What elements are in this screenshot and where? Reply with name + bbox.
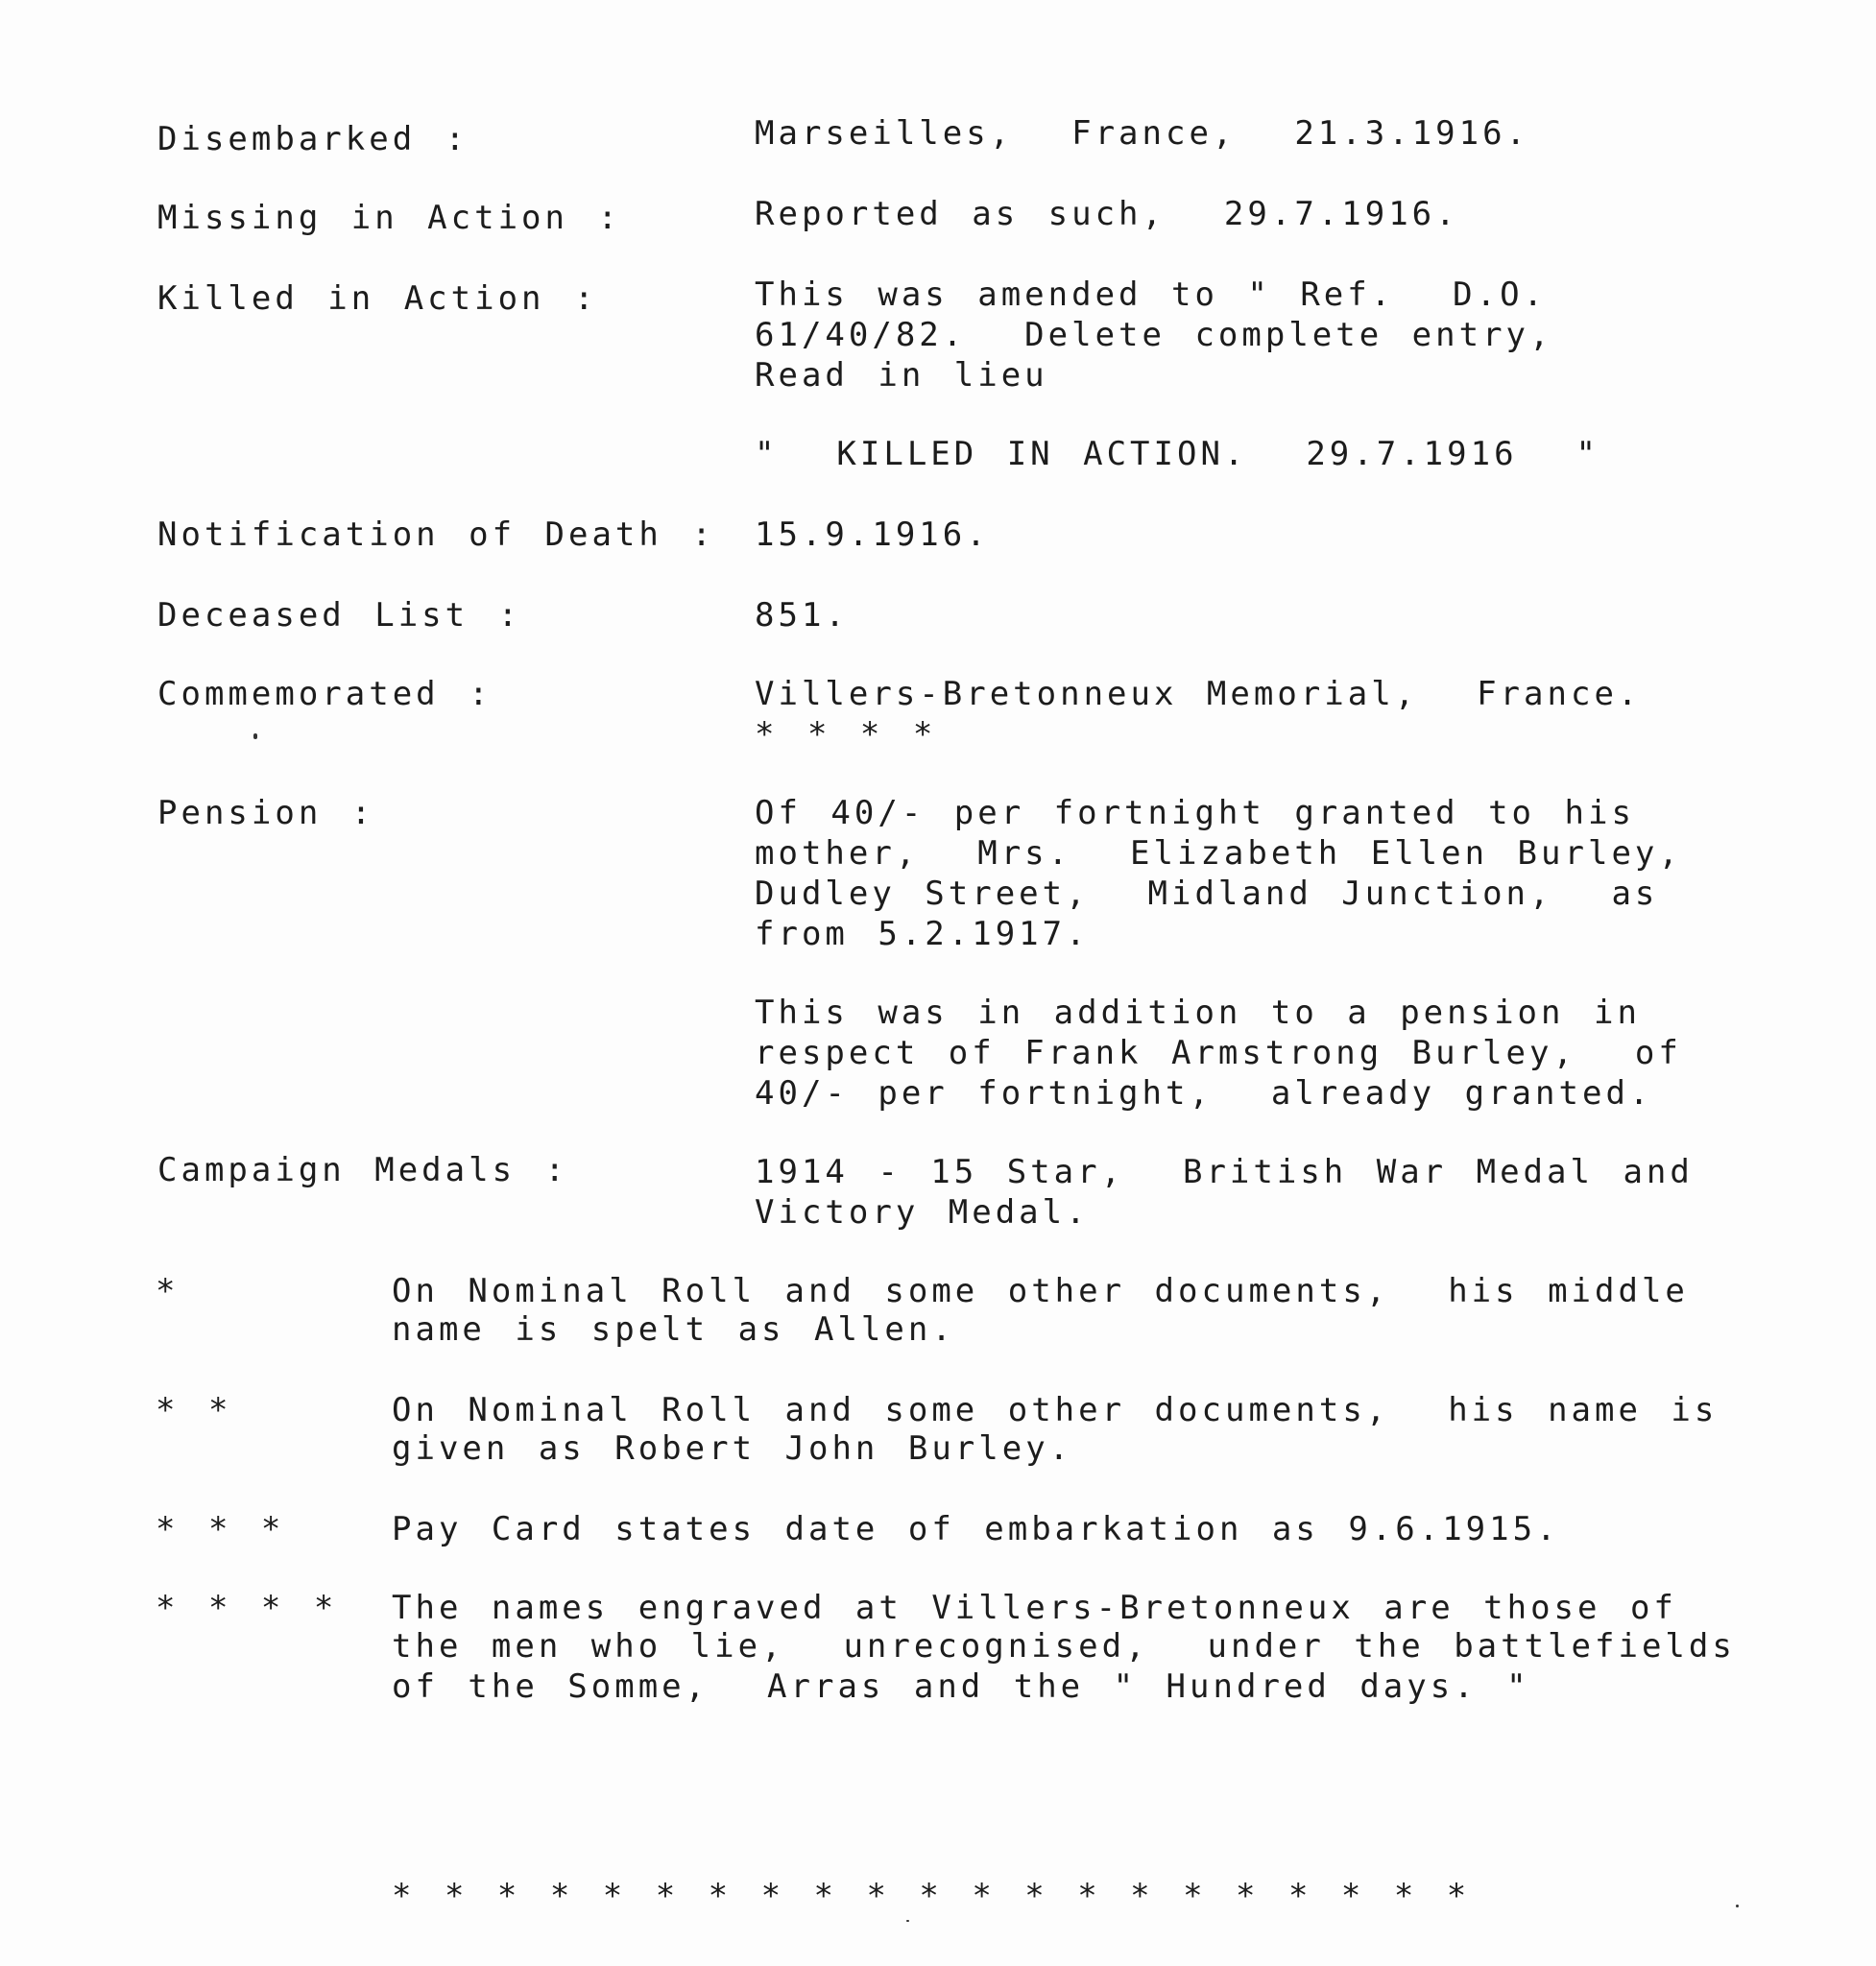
stray-mark bbox=[1736, 1905, 1739, 1907]
value-killed-in-action-line-1: This was amended to " Ref. D.O. bbox=[755, 276, 1548, 314]
value-notification-of-death: 15.9.1916. bbox=[755, 515, 990, 554]
stray-mark bbox=[906, 1920, 909, 1922]
footnote-mark-3: * * * bbox=[156, 1510, 285, 1548]
value-campaign-medals-line-1: 1914 - 15 Star, British War Medal and bbox=[755, 1153, 1694, 1191]
footnote-mark-4: * * * * bbox=[156, 1589, 338, 1627]
value-killed-in-action-line-3: Read in lieu bbox=[755, 356, 1048, 395]
value-pension-addition-line-3: 40/- per fortnight, already granted. bbox=[755, 1074, 1653, 1113]
value-pension-line-3: Dudley Street, Midland Junction, as bbox=[755, 875, 1659, 913]
value-deceased-list: 851. bbox=[755, 596, 849, 635]
value-killed-in-action-line-2: 61/40/82. Delete complete entry, bbox=[755, 316, 1553, 354]
value-missing-in-action: Reported as such, 29.7.1916. bbox=[755, 195, 1459, 233]
value-commemorated: Villers-Bretonneux Memorial, France. bbox=[755, 675, 1642, 713]
label-commemorated: Commemorated : bbox=[157, 675, 493, 713]
footnote-3-line-1: Pay Card states date of embarkation as 9.6.1915. bbox=[392, 1510, 1560, 1548]
value-pension-line-1: Of 40/- per fortnight granted to his bbox=[755, 794, 1635, 832]
label-pension: Pension : bbox=[157, 794, 375, 832]
value-disembarked: Marseilles, France, 21.3.1916. bbox=[755, 114, 1530, 153]
label-killed-in-action: Killed in Action : bbox=[157, 279, 598, 318]
end-asterisk-rule: * * * * * * * * * * * * * * * * * * * * * bbox=[392, 1877, 1471, 1915]
footnote-4-line-1: The names engraved at Villers-Bretonneux are those of bbox=[392, 1589, 1677, 1627]
footnote-1-line-1: On Nominal Roll and some other documents, his middle bbox=[392, 1272, 1689, 1310]
label-notification-of-death: Notification of Death : bbox=[157, 515, 715, 554]
footnote-2-line-2: given as Robert John Burley. bbox=[392, 1429, 1073, 1468]
label-missing-in-action: Missing in Action : bbox=[157, 199, 621, 237]
footnote-1-line-2: name is spelt as Allen. bbox=[392, 1310, 955, 1349]
footnote-4-line-3: of the Somme, Arras and the " Hundred days. " bbox=[392, 1667, 1530, 1706]
value-campaign-medals-line-2: Victory Medal. bbox=[755, 1193, 1090, 1232]
value-killed-in-action-amended: " KILLED IN ACTION. 29.7.1916 " bbox=[755, 435, 1599, 473]
footnote-2-line-1: On Nominal Roll and some other documents, his name is bbox=[392, 1391, 1719, 1429]
value-pension-line-2: mother, Mrs. Elizabeth Ellen Burley, bbox=[755, 834, 1682, 873]
value-pension-addition-line-1: This was in addition to a pension in bbox=[755, 994, 1641, 1032]
footnote-mark-1: * bbox=[156, 1272, 180, 1310]
label-deceased-list: Deceased List : bbox=[157, 596, 522, 635]
value-pension-addition-line-2: respect of Frank Armstrong Burley, of bbox=[755, 1034, 1682, 1072]
stray-mark bbox=[253, 733, 257, 739]
value-commemorated-footnote-ref: * * * * bbox=[755, 715, 937, 754]
label-campaign-medals: Campaign Medals : bbox=[157, 1151, 568, 1189]
value-pension-line-4: from 5.2.1917. bbox=[755, 915, 1090, 953]
footnote-mark-2: * * bbox=[156, 1391, 232, 1429]
label-disembarked: Disembarked : bbox=[157, 120, 469, 158]
footnote-4-line-2: the men who lie, unrecognised, under the battlefields bbox=[392, 1627, 1736, 1666]
